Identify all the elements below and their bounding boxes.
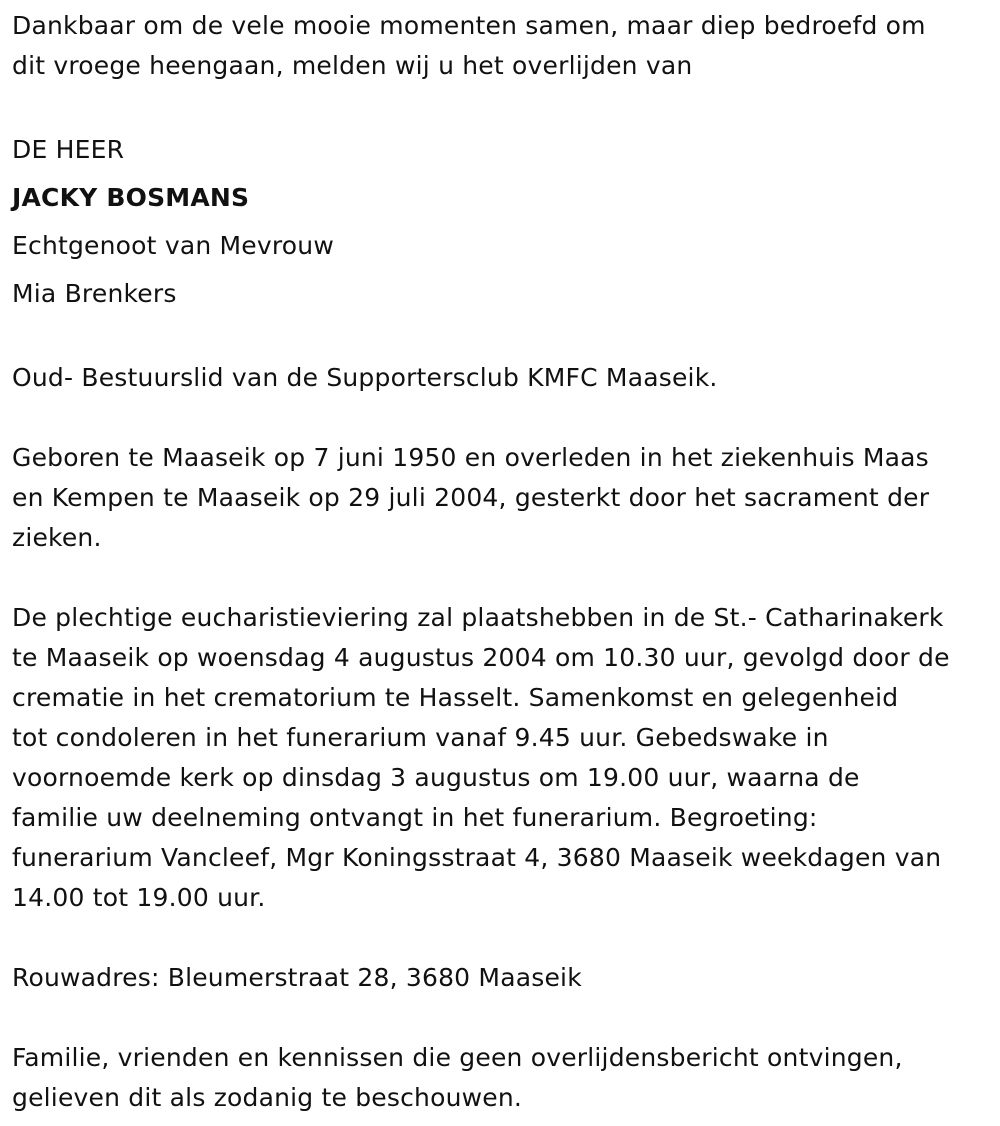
- birth-death-line: en Kempen te Maaseik op 29 juli 2004, gesterkt door het sacrament der: [12, 483, 930, 512]
- address-line: Rouwadres: Bleumerstraat 28, 3680 Maaseik: [12, 963, 582, 992]
- intro-line: Dankbaar om de vele mooie momenten samen, maar diep bedroefd om: [12, 11, 926, 40]
- birth-death-line: Geboren te Maaseik op 7 juni 1950 en overleden in het ziekenhuis Maas: [12, 443, 929, 472]
- spouse-line: Echtgenoot van Mevrouw: [12, 231, 334, 260]
- ceremony-line: funerarium Vancleef, Mgr Koningsstraat 4, 3680 Maaseik weekdagen van: [12, 843, 942, 872]
- spacer: [12, 86, 988, 126]
- ceremony-line: voornoemde kerk op dinsdag 3 augustus om 19.00 uur, waarna de: [12, 763, 860, 792]
- spouse-name: Mia Brenkers: [12, 279, 177, 308]
- role-paragraph: [12, 358, 988, 398]
- spacer: [12, 998, 988, 1038]
- spacer: [12, 558, 988, 598]
- ceremony-line: tot condoleren in het funerarium vanaf 9.45 uur. Gebedswake in: [12, 723, 829, 752]
- intro-line: dit vroege heengaan, melden wij u het overlijden van: [12, 51, 693, 80]
- closing-paragraph: [12, 1038, 988, 1118]
- ceremony-line: crematie in het crematorium te Hasselt. Samenkomst en gelegenheid: [12, 683, 899, 712]
- honorific-title: DE HEER: [12, 135, 125, 164]
- ceremony-line: familie uw deelneming ontvangt in het funerarium. Begroeting:: [12, 803, 818, 832]
- spacer: [12, 318, 988, 358]
- deceased-block: [12, 126, 988, 318]
- closing-line: Familie, vrienden en kennissen die geen overlijdensbericht ontvingen,: [12, 1043, 903, 1072]
- role-line: Oud- Bestuurslid van de Supportersclub KMFC Maaseik.: [12, 363, 718, 392]
- intro-paragraph: [12, 6, 988, 86]
- address-paragraph: [12, 958, 988, 998]
- ceremony-line: De plechtige eucharistieviering zal plaatshebben in de St.- Catharinakerk: [12, 603, 944, 632]
- ceremony-paragraph: [12, 598, 988, 918]
- ceremony-line: te Maaseik op woensdag 4 augustus 2004 om 10.30 uur, gevolgd door de: [12, 643, 950, 672]
- spacer: [12, 918, 988, 958]
- ceremony-line: 14.00 tot 19.00 uur.: [12, 883, 266, 912]
- closing-line: gelieven dit als zodanig te beschouwen.: [12, 1083, 523, 1112]
- birth-death-paragraph: [12, 438, 988, 558]
- birth-death-line: zieken.: [12, 523, 102, 552]
- deceased-name: JACKY BOSMANS: [12, 183, 250, 212]
- spacer: [12, 398, 988, 438]
